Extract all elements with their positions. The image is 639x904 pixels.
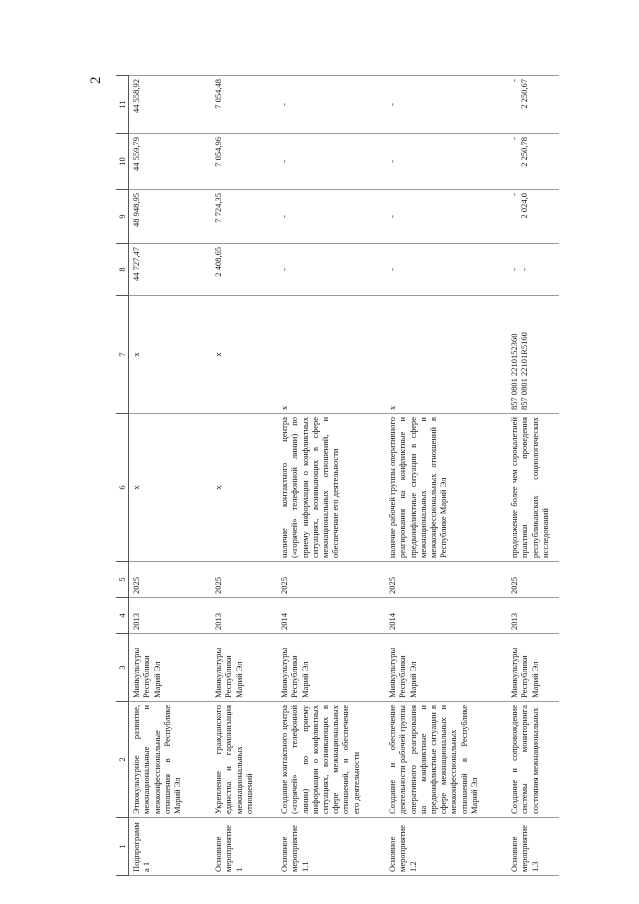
row-title: Этнокультурное развитие, межнациональные и межконфессиональные отношения в Республике Марий Эл	[129, 702, 212, 818]
table-row	[129, 76, 212, 876]
header-cell: 7	[116, 296, 129, 414]
row-value-col10: 7 054,96	[211, 134, 277, 190]
row-executor: Минкультуры Республики Марий Эл	[277, 634, 385, 702]
row-value-col9: 48 948,95	[129, 190, 212, 244]
value-line: 2 250,78	[519, 137, 530, 167]
table-row	[277, 76, 385, 876]
header-cell: 11	[116, 76, 129, 134]
row-result: наличие контактного центра («горячей» телефонной линии) по приему информации о конфликтных ситуациях, возникающих в сфере межнациональных отношений, и обеспечение его деятельности	[277, 414, 385, 562]
value-line: -	[509, 268, 520, 271]
row-value-col8	[507, 244, 559, 296]
row-end-year: 2025	[507, 562, 559, 598]
row-value-col8: 44 727,47	[129, 244, 212, 296]
row-budget-code: х	[211, 296, 277, 414]
value-line: 2 250,67	[519, 79, 530, 109]
row-budget-code: х	[277, 296, 385, 414]
row-end-year: 2025	[277, 562, 385, 598]
row-result: х	[211, 414, 277, 562]
budget-code-line: 857 0801 2210152360	[509, 333, 520, 410]
row-end-year: 2025	[129, 562, 212, 598]
row-value-col9: 7 724,35	[211, 190, 277, 244]
row-title: Создание контактного центра («горячей» телефонной линии) по приему информации о конфликтных ситуациях, возникающих в сфере межнациональных отношений, и обеспечение его деятельности	[277, 702, 385, 818]
row-end-year: 2025	[385, 562, 507, 598]
row-result: наличие рабочей группы оперативного реагирования на конфликтные и предконфликтные ситуации в сфере межнациональных и межконфессиональных отношений в Республике Марий Эл	[385, 414, 507, 562]
page-number: 2	[88, 76, 104, 84]
row-start-year: 2014	[385, 598, 507, 634]
row-title: Создание и обеспечение деятельности рабочей группы оперативного реагирования на конфликтные и предконфликтные ситуации в сфере межнациональных и межконфессиональных отношений в Республике Марий Эл	[385, 702, 507, 818]
row-value-col11	[507, 76, 559, 134]
row-value-col8: 2 408,65	[211, 244, 277, 296]
header-cell: 9	[116, 190, 129, 244]
row-code: Основное мероприятие 1.3	[507, 818, 559, 876]
row-end-year: 2025	[211, 562, 277, 598]
row-value-col11: 7 054,48	[211, 76, 277, 134]
row-start-year: 2014	[277, 598, 385, 634]
value-line: 2 024,0	[519, 193, 530, 219]
row-title: Укрепление гражданского единства и гармонизация межнациональных отношений	[211, 702, 277, 818]
header-cell: 2	[116, 702, 129, 818]
value-line: -	[509, 193, 520, 196]
row-result: продолжение более чем сорокалетней практики проведения республиканских социологических исследований	[507, 414, 559, 562]
row-executor: Минкультуры Республики Марий Эл	[129, 634, 212, 702]
row-code: Основное мероприятие 1.2	[385, 818, 507, 876]
table-row	[507, 76, 559, 876]
row-title: Создание и сопровождение системы мониторинга состояния межнациональных	[507, 702, 559, 818]
row-code: Основное мероприятие 1	[211, 818, 277, 876]
row-code: Основное мероприятие 1.1	[277, 818, 385, 876]
row-value-col10: 44 559,79	[129, 134, 212, 190]
row-budget-code: х	[129, 296, 212, 414]
header-cell: 8	[116, 244, 129, 296]
row-value-col8: -	[277, 244, 385, 296]
row-start-year: 2013	[211, 598, 277, 634]
row-executor: Минкультуры Республики Марий Эл	[507, 634, 559, 702]
table-row	[211, 76, 277, 876]
header-row	[116, 76, 129, 876]
row-start-year: 2013	[129, 598, 212, 634]
budget-code-line: 857 0801 22101R5160	[519, 332, 530, 410]
row-start-year: 2013	[507, 598, 559, 634]
row-value-col10	[507, 134, 559, 190]
row-value-col11: -	[385, 76, 507, 134]
row-executor: Минкультуры Республики Марий Эл	[385, 634, 507, 702]
rotated-page-content	[116, 76, 550, 876]
program-table	[116, 75, 559, 876]
header-cell: 3	[116, 634, 129, 702]
row-budget-code: х	[385, 296, 507, 414]
row-budget-code	[507, 296, 559, 414]
row-result: х	[129, 414, 212, 562]
row-value-col11: 44 558,92	[129, 76, 212, 134]
table-row	[385, 76, 507, 876]
row-executor: Минкультуры Республики Марий Эл	[211, 634, 277, 702]
row-value-col9: -	[385, 190, 507, 244]
value-line: -	[509, 137, 520, 140]
row-value-col8: -	[385, 244, 507, 296]
header-cell: 4	[116, 598, 129, 634]
row-value-col11: -	[277, 76, 385, 134]
row-value-col9	[507, 190, 559, 244]
value-line: -	[519, 268, 530, 271]
header-cell: 10	[116, 134, 129, 190]
row-value-col9: -	[277, 190, 385, 244]
header-cell: 5	[116, 562, 129, 598]
header-cell: 1	[116, 818, 129, 876]
header-cell: 6	[116, 414, 129, 562]
row-value-col10: -	[385, 134, 507, 190]
row-value-col10: -	[277, 134, 385, 190]
value-line: -	[509, 79, 520, 82]
row-code: Подпрограмма 1	[129, 818, 212, 876]
